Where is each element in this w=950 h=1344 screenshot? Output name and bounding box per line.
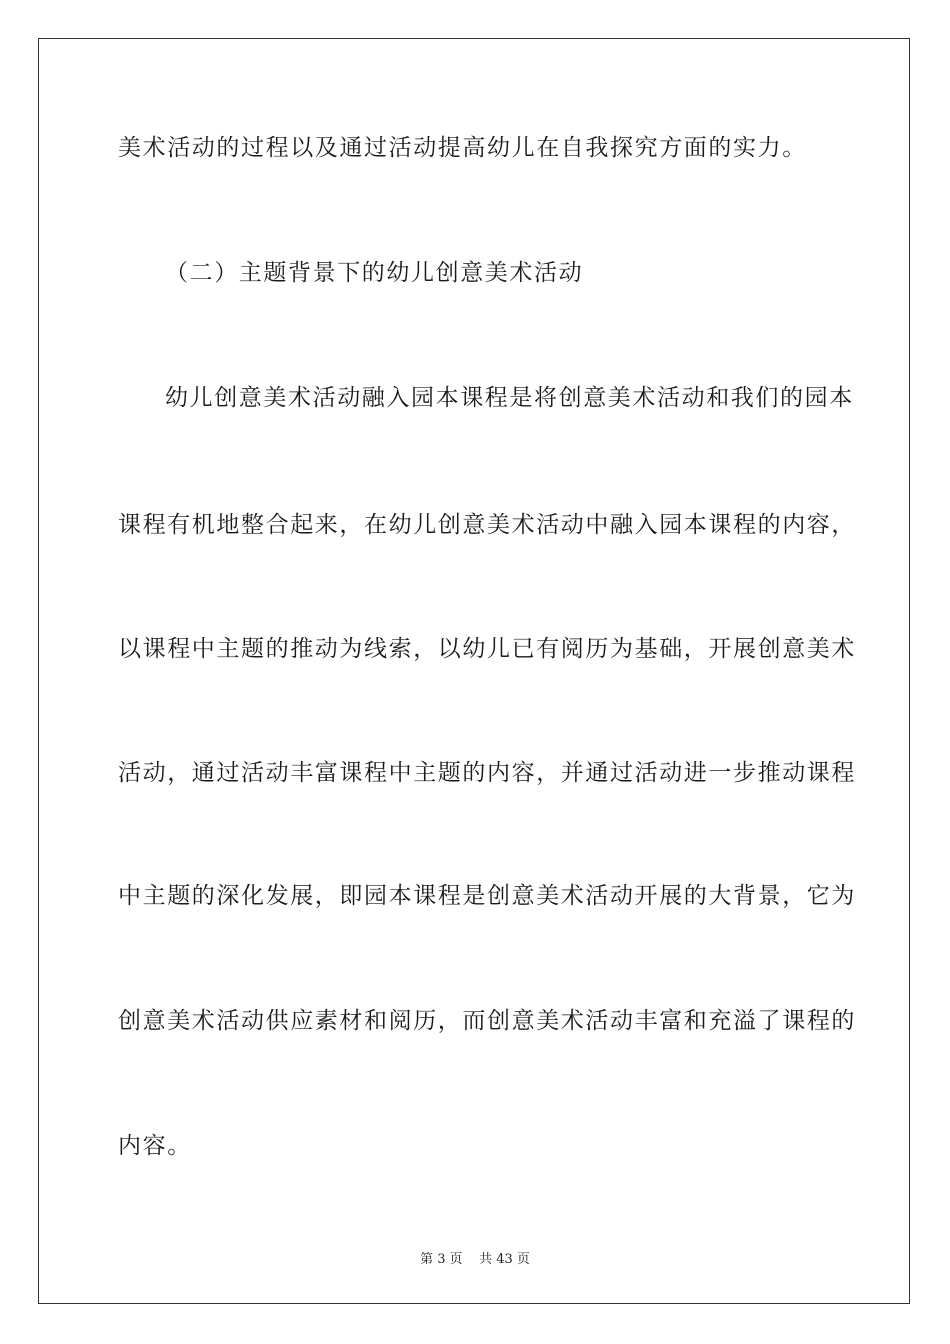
- paragraph-line-6: 中主题的深化发展，即园本课程是创意美术活动开展的大背景，它为: [118, 883, 856, 909]
- paragraph-line-3: 课程有机地整合起来，在幼儿创意美术活动中融入园本课程的内容，: [118, 512, 856, 538]
- paragraph-line-1: 美术活动的过程以及通过活动提高幼儿在自我探究方面的实力。: [118, 135, 807, 161]
- paragraph-line-7: 创意美术活动供应素材和阅历，而创意美术活动丰富和充溢了课程的: [118, 1008, 856, 1034]
- paragraph-line-8: 内容。: [118, 1133, 192, 1159]
- section-heading: （二）主题背景下的幼儿创意美术活动: [165, 260, 584, 286]
- paragraph-line-5: 活动，通过活动丰富课程中主题的内容，并通过活动进一步推动课程: [118, 760, 856, 786]
- paragraph-line-4: 以课程中主题的推动为线索，以幼儿已有阅历为基础，开展创意美术: [118, 636, 856, 662]
- page-number-footer: 第 3 页 共 43 页: [420, 1252, 530, 1267]
- paragraph-line-2: 幼儿创意美术活动融入园本课程是将创意美术活动和我们的园本: [165, 385, 854, 411]
- page-border: [38, 38, 910, 1304]
